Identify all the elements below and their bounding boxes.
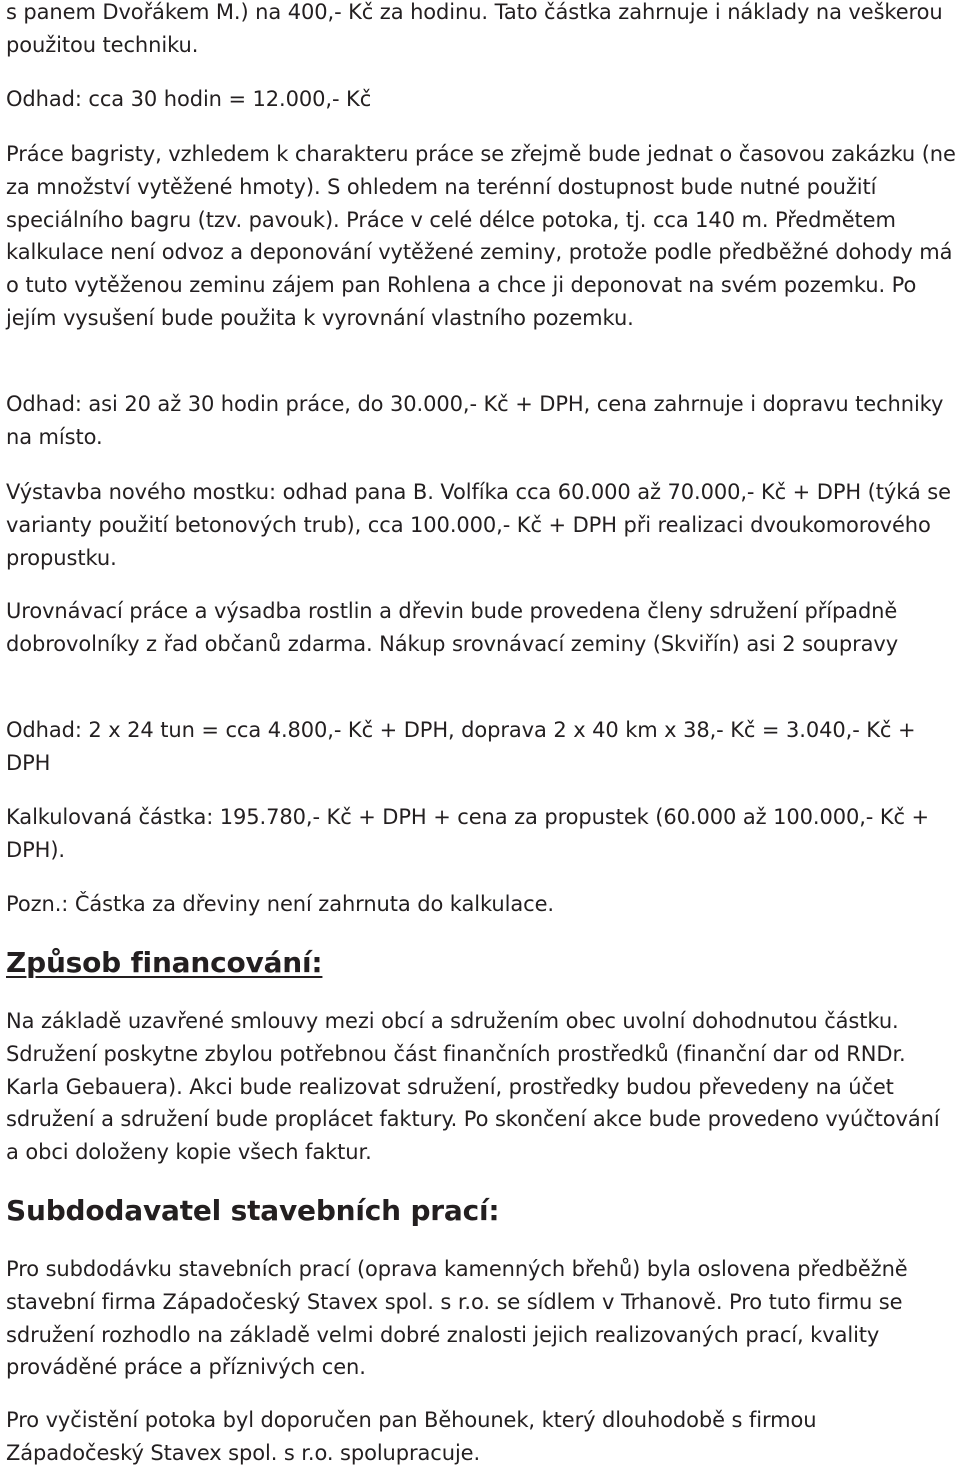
paragraph-financing: Na základě uzavřené smlouvy mezi obcí a sdružením obec uvolní dohodnutou částku. Sdružení poskytne zbylou potřebnou část finančních prostředků (finanční dar od RNDr. Karla Gebauera). Akci bude realizovat sdružení, prostředky budou převedeny na účet sdružení a sdružení bude proplácet faktury. Po skončení akce bude provedeno vyúčtování a obci doloženy kopie všech faktur. — [6, 1009, 940, 1165]
paragraph-note: Pozn.: Částka za dřeviny není zahrnuta do kalkulace. — [6, 892, 554, 916]
paragraph-estimate-soil: Odhad: 2 x 24 tun = cca 4.800,- Kč + DPH, doprava 2 x 40 km x 38,- Kč = 3.040,- Kč + DPH — [6, 718, 916, 775]
paragraph-estimate-hours: Odhad: cca 30 hodin = 12.000,- Kč — [6, 87, 372, 111]
paragraph-new-bridge: Výstavba nového mostku: odhad pana B. Volfíka cca 60.000 až 70.000,- Kč + DPH (týká se varianty použití betonových trub), cca 100.000,- Kč + DPH při realizaci dvoukomorového propustku. — [6, 480, 951, 570]
paragraph-excavator-work: Práce bagristy, vzhledem k charakteru práce se zřejmě bude jednat o časovou zakázku (ne za množství vytěžené hmoty). S ohledem na terénní dostupnost bude nutné použití speciálního bagru (tzv. pavouk). Práce v celé délce potoka, tj. cca 140 m. Předmětem kalkulace není odvoz a deponování vytěžené zeminy, protože podle předběžné dohody má o tuto vytěženou zeminu zájem pan Rohlena a chce ji deponovat na svém pozemku. Po jejím vysušení bude použita k vyrovnání vlastního pozemku. — [6, 142, 956, 330]
heading-subcontractor: Subdodavatel stavebních prací: — [6, 1194, 500, 1227]
paragraph-subcontractor: Pro subdodávku stavebních prací (oprava kamenných břehů) byla oslovena předběžně stavební firma Západočeský Stavex spol. s r.o. se sídlem v Trhanově. Pro tuto firmu se sdružení rozhodlo na základě velmi dobré znalosti jejich realizovaných prací, kvality prováděné práce a příznivých cen. — [6, 1257, 908, 1380]
heading-financing — [6, 945, 322, 981]
heading-financing-text: Způsob financování: — [6, 946, 323, 979]
paragraph-calculated-amount: Kalkulovaná částka: 195.780,- Kč + DPH + cena za propustek (60.000 až 100.000,- Kč + DPH). — [6, 805, 930, 862]
paragraph-hourly-rate: s panem Dvořákem M.) na 400,- Kč za hodinu. Tato částka zahrnuje i náklady na veškerou použitou techniku. — [6, 0, 943, 57]
paragraph-estimate-excavator: Odhad: asi 20 až 30 hodin práce, do 30.000,- Kč + DPH, cena zahrnuje i dopravu techniky na místo. — [6, 392, 944, 449]
paragraph-stream-cleaning: Pro vyčistění potoka byl doporučen pan Běhounek, který dlouhodobě s firmou Západočeský Stavex spol. s r.o. spolupracuje. — [6, 1408, 817, 1465]
paragraph-landscaping: Urovnávací práce a výsadba rostlin a dřevin bude provedena členy sdružení případně dobrovolníky z řad občanů zdarma. Nákup srovnávací zeminy (Skviřín) asi 2 soupravy — [6, 599, 899, 656]
